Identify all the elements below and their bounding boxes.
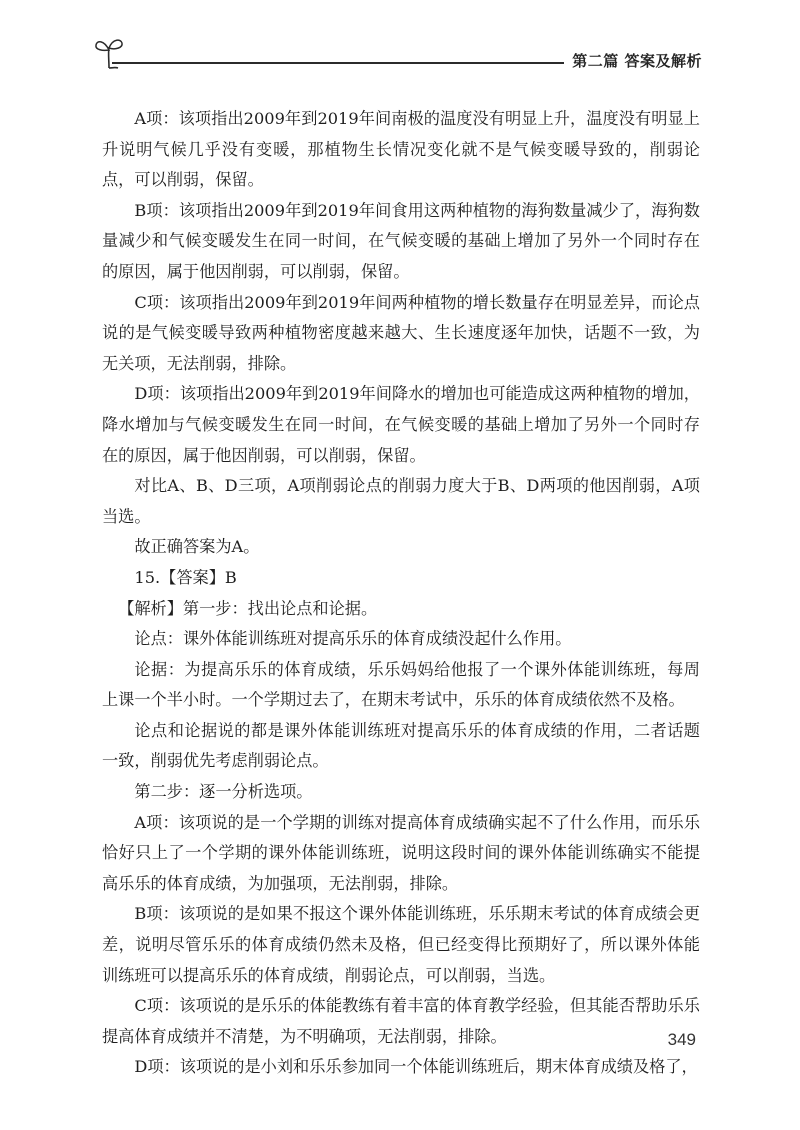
- page-number: 349: [667, 1030, 696, 1049]
- option-b-analysis-2: B项：该项说的是如果不报这个课外体能训练班，乐乐期末考试的体育成绩会更差，说明尽管乐乐的体育成绩仍然未及格，但已经变得比预期好了，所以课外体能训练班可以提高乐乐的体育成绩，削弱论点，可以削弱，当选。: [102, 904, 700, 985]
- page-header: [94, 30, 706, 74]
- step-two-heading: 第二步：逐一分析选项。: [134, 782, 313, 802]
- answer-conclusion: 故正确答案为A。: [134, 537, 260, 557]
- option-b-analysis-1: B项：该项指出2009年到2019年间食用这两种植物的海狗数量减少了，海狗数量减少和气候变暖发生在同一时间，在气候变暖的基础上增加了另外一个同时存在的原因，属于他因削弱，可以削弱，保留。: [102, 200, 700, 281]
- page-body: [102, 104, 700, 1083]
- option-d-analysis-2: D项：该项说的是小刘和乐乐参加同一个体能训练班后，期末体育成绩及格了，: [134, 1057, 698, 1077]
- evidence-statement: 论据：为提高乐乐的体育成绩，乐乐妈妈给他报了一个课外体能训练班，每周上课一个半小时。一个学期过去了，在期末考试中，乐乐的体育成绩依然不及格。: [102, 659, 700, 710]
- option-c-analysis-2: C项：该项说的是乐乐的体能教练有着丰富的体育教学经验，但其能否帮助乐乐提高体育成绩并不清楚，为不明确项，无法削弱，排除。: [102, 996, 700, 1046]
- option-a-analysis-1: A项：该项指出2009年到2019年间南极的温度没有明显上升，温度没有明显上升说明气候几乎没有变暖，那植物生长情况变化就不是气候变暖导致的，削弱论点，可以削弱，保留。: [102, 109, 700, 190]
- option-c-analysis-1: C项：该项指出2009年到2019年间两种植物的增长数量存在明显差异，而论点说的是气候变暖导致两种植物密度越来越大、生长速度逐年加快，话题不一致，为无关项，无法削弱，排除。: [102, 292, 700, 373]
- option-a-analysis-2: A项：该项说的是一个学期的训练对提高体育成绩确实起不了什么作用，而乐乐恰好只上了一个学期的课外体能训练班，说明这段时间的课外体能训练确实不能提高乐乐的体育成绩，为加强项，无法削弱，排除。: [102, 812, 700, 893]
- comparison-paragraph: 对比A、B、D三项，A项削弱论点的削弱力度大于B、D两项的他因削弱，A项当选。: [102, 476, 700, 526]
- option-d-analysis-1: D项：该项指出2009年到2019年间降水的增加也可能造成这两种植物的增加，降水增加与气候变暖发生在同一时间，在气候变暖的基础上增加了另外一个同时存在的原因，属于他因削弱，可以削弱，保留。: [102, 384, 700, 465]
- question-15-explanation-heading: 【解析】第一步：找出论点和论据。: [118, 598, 378, 618]
- header-title: 第二篇 答案及解析: [572, 52, 702, 70]
- thesis-statement: 论点：课外体能训练班对提高乐乐的体育成绩没起什么作用。: [134, 629, 572, 649]
- question-15-answer: 15.【答案】B: [134, 567, 237, 587]
- topic-consistency-note: 论点和论据说的都是课外体能训练班对提高乐乐的体育成绩的作用，二者话题一致，削弱优先考虑削弱论点。: [102, 720, 700, 771]
- header-rule: [112, 62, 564, 64]
- sprout-icon: [94, 34, 124, 70]
